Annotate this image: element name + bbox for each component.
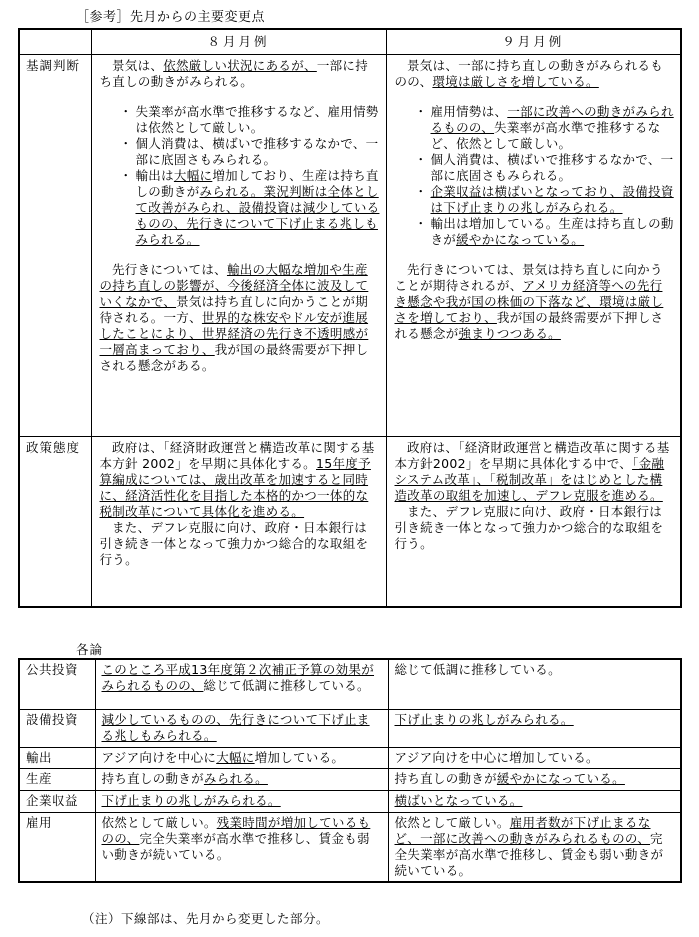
underlined-text: 15年度予算編成については、歳出改革を加速すると同時に、経済活性化を目指した本格的かつ一体的な税制改革について具体化を進める。 — [99, 456, 371, 519]
sub-row — [19, 747, 681, 768]
sub-aug-cell — [95, 747, 388, 768]
sub-sep-cell — [388, 790, 681, 812]
underlined-text: 雇用者数が下げ止まるなど、一部に改善への動きがみられるものの、 — [394, 814, 651, 846]
underlined-text: 環境は厳しさを増している。 — [432, 74, 599, 89]
underlined-text: このところ平成13年度第２次補正予算の効果がみられるものの、 — [101, 662, 375, 693]
text-run: 輸出は — [135, 168, 174, 183]
sub-row-label: 生産 — [19, 768, 95, 790]
text-run: 輸出は増加している。生産は持ち直しの動きが — [430, 216, 674, 247]
sub-sep-cell — [388, 812, 681, 882]
bullet-item — [100, 104, 380, 136]
kicho-sep-p1 — [395, 58, 675, 90]
text-run: また、デフレ克服に向け、政府・日本銀行は引き続き一体となって強力かつ総合的な取組を行う。 — [99, 520, 369, 567]
row-label: 政策態度 — [19, 437, 91, 607]
text-run: 持ち直しの動きが — [101, 770, 204, 786]
underlined-text: 緩やかになっている。 — [456, 232, 585, 247]
text-run: 依然として厳しい。 — [394, 814, 510, 830]
text-run: アジア向けを中心に増加している。 — [394, 749, 599, 765]
text-run: 失業率が高水準で推移するなど、依然として厳しい。 — [430, 120, 661, 151]
kicho-aug-p2 — [100, 262, 380, 374]
main-comparison-table — [18, 28, 682, 608]
text-run: 景気は、 — [112, 58, 164, 73]
sub-aug-cell — [95, 709, 388, 747]
sub-aug-cell — [95, 768, 388, 790]
bullet-item — [395, 184, 675, 216]
underlined-text: 一部に改善への動きがみられるものの、 — [430, 104, 674, 135]
underlined-text: 減少しているものの、先行きについて下げ止まる兆しもみられる。 — [101, 711, 370, 743]
sub-aug-cell — [95, 790, 388, 812]
main-header-row — [19, 29, 681, 55]
sub-sep-cell — [388, 709, 681, 747]
kicho-sep-p2 — [395, 262, 675, 342]
text-run: 依然として厳しい。 — [101, 814, 217, 830]
underlined-text: 大幅に — [216, 749, 255, 765]
text-run: 景気は持ち直しに向かうことが期待される。一方、 — [99, 294, 369, 325]
underlined-text: 残業時間が増加しているものの、 — [101, 814, 371, 846]
text-run: 持ち直しの動きが — [394, 770, 497, 786]
underlined-text: 下げ止まりの兆しがみられる。 — [394, 711, 574, 727]
underlined-text: 強まりつつある。 — [458, 326, 561, 341]
seisaku-aug-p1 — [100, 440, 380, 520]
text-run: アジア向けを中心に — [101, 749, 217, 765]
text-run: 景気は、一部に持ち直しの動きがみられるものの、 — [394, 58, 664, 89]
bullet-item — [100, 168, 380, 248]
header-august: ８月月例 — [91, 29, 386, 55]
sub-sep-cell — [388, 659, 681, 709]
seisaku-aug-p2 — [100, 520, 380, 568]
underlined-text: 「金融システム改革」、「税制改革」をはじめとした構造改革の取組を加速し、デフレ克服を進める。 — [394, 456, 665, 503]
bullet-item — [395, 104, 675, 152]
underlined-text: みられる。業況判断は全体として改善がみられ、設備投資は減少しているものの、先行きについて下げ止まる兆しもみられる。 — [135, 184, 380, 247]
underlined-text: 世界的な株安やドル安が進展したことにより、世界経済の先行き不透明感が一層高まっており、 — [99, 310, 369, 357]
text-run: 我が国の最終需要が下押しされる懸念が — [394, 310, 664, 341]
text-run: 一部に持ち直しの動きがみられる。 — [99, 58, 369, 89]
underlined-text: 輸出の大幅な増加や生産の持ち直しの影響が、今後経済全体に波及していくなかで、 — [99, 262, 369, 309]
sub-aug-cell — [95, 659, 388, 709]
underlined-text: 大幅に — [173, 168, 213, 183]
underlined-text: 横ばいとなっている。 — [394, 792, 523, 808]
sub-row-label: 公共投資 — [19, 659, 95, 709]
underlined-text: 緩やかになっている。 — [496, 770, 625, 786]
header-blank — [19, 29, 91, 55]
sub-section-title: 各論 — [76, 642, 104, 657]
sub-row-label: 輸出 — [19, 747, 95, 768]
sub-row — [19, 709, 681, 747]
sub-row-label: 設備投資 — [19, 709, 95, 747]
page-title: ［参考］先月からの主要変更点 — [76, 10, 266, 25]
bullet-item — [395, 152, 675, 184]
text-run: 完全失業率が高水準で推移し、賃金も弱い動きが続いている。 — [394, 830, 664, 878]
sub-row — [19, 659, 681, 709]
text-run: 個人消費は、横ばいで推移するなかで、一部に底固さもみられる。 — [135, 136, 379, 167]
row-seisaku-taido — [19, 437, 681, 607]
text-run: 雇用情勢は、 — [430, 104, 508, 119]
text-run: 先行きについては、景気は持ち直しに向かうことが期待されるが、 — [394, 262, 663, 293]
kicho-sep-bullets — [395, 104, 675, 248]
text-run: 増加しており、生産は持ち直しの動きが — [135, 168, 379, 199]
sub-row — [19, 768, 681, 790]
sub-row-label: 企業収益 — [19, 790, 95, 812]
header-september: ９月月例 — [386, 29, 681, 55]
footnote: （注）下線部は、先月から変更した部分。 — [82, 911, 330, 926]
text-run: 先行きについては、 — [112, 262, 227, 277]
text-run: 政府は、「経済財政運営と構造改革に関する基本方針2002」を早期に具体化する中で、 — [394, 440, 670, 471]
kicho-aug-bullets — [100, 104, 380, 248]
text-run: 総じて低調に推移している。 — [203, 678, 370, 693]
seisaku-aug-cell — [91, 437, 386, 607]
underlined-text: みられる。 — [203, 770, 268, 786]
sub-aug-cell — [95, 812, 388, 882]
text-run: 増加している。 — [254, 749, 345, 765]
kicho-aug-p1 — [100, 58, 380, 90]
text-run: 政府は、「経済財政運営と構造改革に関する基本方針 2002」を早期に具体化する。 — [99, 440, 375, 471]
seisaku-sep-p1 — [395, 440, 675, 504]
sub-row — [19, 790, 681, 812]
text-run: 我が国の最終需要が下押しされる懸念がある。 — [99, 342, 369, 373]
kicho-aug-cell — [91, 55, 386, 437]
bullet-item — [395, 216, 675, 248]
row-kicho-handan — [19, 55, 681, 437]
sub-sep-cell — [388, 768, 681, 790]
kicho-sep-cell — [386, 55, 681, 437]
underlined-text: 依然厳しい状況にあるが、 — [163, 58, 317, 73]
text-run: 失業率が高水準で推移するなど、雇用情勢は依然として厳しい。 — [135, 104, 379, 135]
row-label: 基調判断 — [19, 55, 91, 437]
sub-row-label: 雇用 — [19, 812, 95, 882]
sub-sep-cell — [388, 747, 681, 768]
text-run: また、デフレ克服に向け、政府・日本銀行は引き続き一体となって強力かつ総合的な取組を行う。 — [394, 504, 664, 551]
underlined-text: 企業収益は横ばいとなっており、設備投資は下げ止まりの兆しがみられる。 — [430, 184, 674, 215]
underlined-text: アメリカ経済等への先行き懸念や我が国の株価の下落など、環境は厳しさを増しており、 — [394, 278, 664, 325]
bullet-item — [100, 136, 380, 168]
text-run: 完全失業率が高水準で推移し、賃金も弱い動きが続いている。 — [101, 830, 370, 862]
seisaku-sep-p2 — [395, 504, 675, 552]
sub-row — [19, 812, 681, 882]
underlined-text: 下げ止まりの兆しがみられる。 — [101, 792, 281, 808]
text-run: 個人消費は、横ばいで推移するなかで、一部に底固さもみられる。 — [430, 152, 674, 183]
sub-comparison-table — [18, 658, 682, 883]
text-run: 総じて低調に推移している。 — [394, 662, 561, 677]
seisaku-sep-cell — [386, 437, 681, 607]
